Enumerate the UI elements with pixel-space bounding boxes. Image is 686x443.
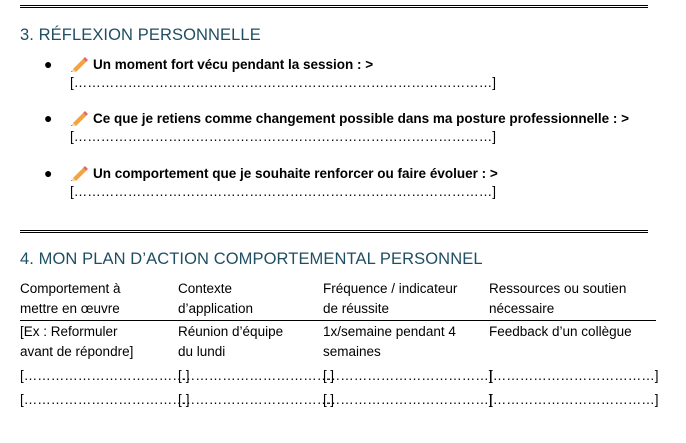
bullet-icon: ● bbox=[44, 110, 53, 126]
pencil-icon bbox=[70, 110, 88, 126]
column-header: Comportement à mettre en œuvre bbox=[20, 281, 121, 316]
table-cell: Feedback d’un collègue bbox=[489, 324, 632, 339]
blank-cell[interactable]: [……………………………] bbox=[178, 368, 335, 383]
answer-blank[interactable]: […………………………………………………………………………………] bbox=[70, 75, 497, 90]
reflection-question: Un comportement que je souhaite renforcer ou faire évoluer : > bbox=[93, 166, 498, 181]
section-divider bbox=[20, 5, 648, 8]
blank-cell[interactable]: [………………………………] bbox=[489, 368, 659, 383]
blank-cell[interactable]: [………………………………] bbox=[323, 392, 493, 407]
blank-cell[interactable]: [………………………………] bbox=[323, 368, 493, 383]
blank-cell[interactable]: [……………………………] bbox=[178, 392, 335, 407]
blank-cell[interactable]: [………………………………] bbox=[20, 392, 190, 407]
reflection-question: Ce que je retiens comme changement possible dans ma posture professionnelle : > bbox=[93, 111, 630, 126]
column-header: Ressources ou soutien nécessaire bbox=[489, 281, 627, 316]
blank-cell[interactable]: [………………………………] bbox=[489, 392, 659, 407]
section-divider bbox=[20, 230, 648, 233]
pencil-icon bbox=[70, 165, 88, 181]
section-3-title: 3. RÉFLEXION PERSONNELLE bbox=[20, 26, 261, 44]
header-separator bbox=[20, 320, 656, 321]
section-4-title: 4. MON PLAN D’ACTION COMPORTEMENTAL PERSONNEL bbox=[20, 250, 483, 268]
reflection-question: Un moment fort vécu pendant la session : > bbox=[93, 57, 374, 72]
pencil-icon bbox=[70, 56, 88, 72]
table-cell: Réunion d’équipe du lundi bbox=[178, 324, 284, 359]
bullet-icon: ● bbox=[44, 165, 53, 181]
answer-blank[interactable]: […………………………………………………………………………………] bbox=[70, 184, 497, 199]
bullet-icon: ● bbox=[44, 56, 53, 72]
column-header: Fréquence / indicateur de réussite bbox=[323, 281, 458, 316]
blank-cell[interactable]: [………………………………] bbox=[20, 368, 190, 383]
answer-blank[interactable]: […………………………………………………………………………………] bbox=[70, 129, 497, 144]
table-cell: [Ex : Reformuler avant de répondre] bbox=[20, 324, 134, 359]
table-cell: 1x/semaine pendant 4 semaines bbox=[323, 324, 456, 359]
column-header: Contexte d’application bbox=[178, 281, 254, 316]
